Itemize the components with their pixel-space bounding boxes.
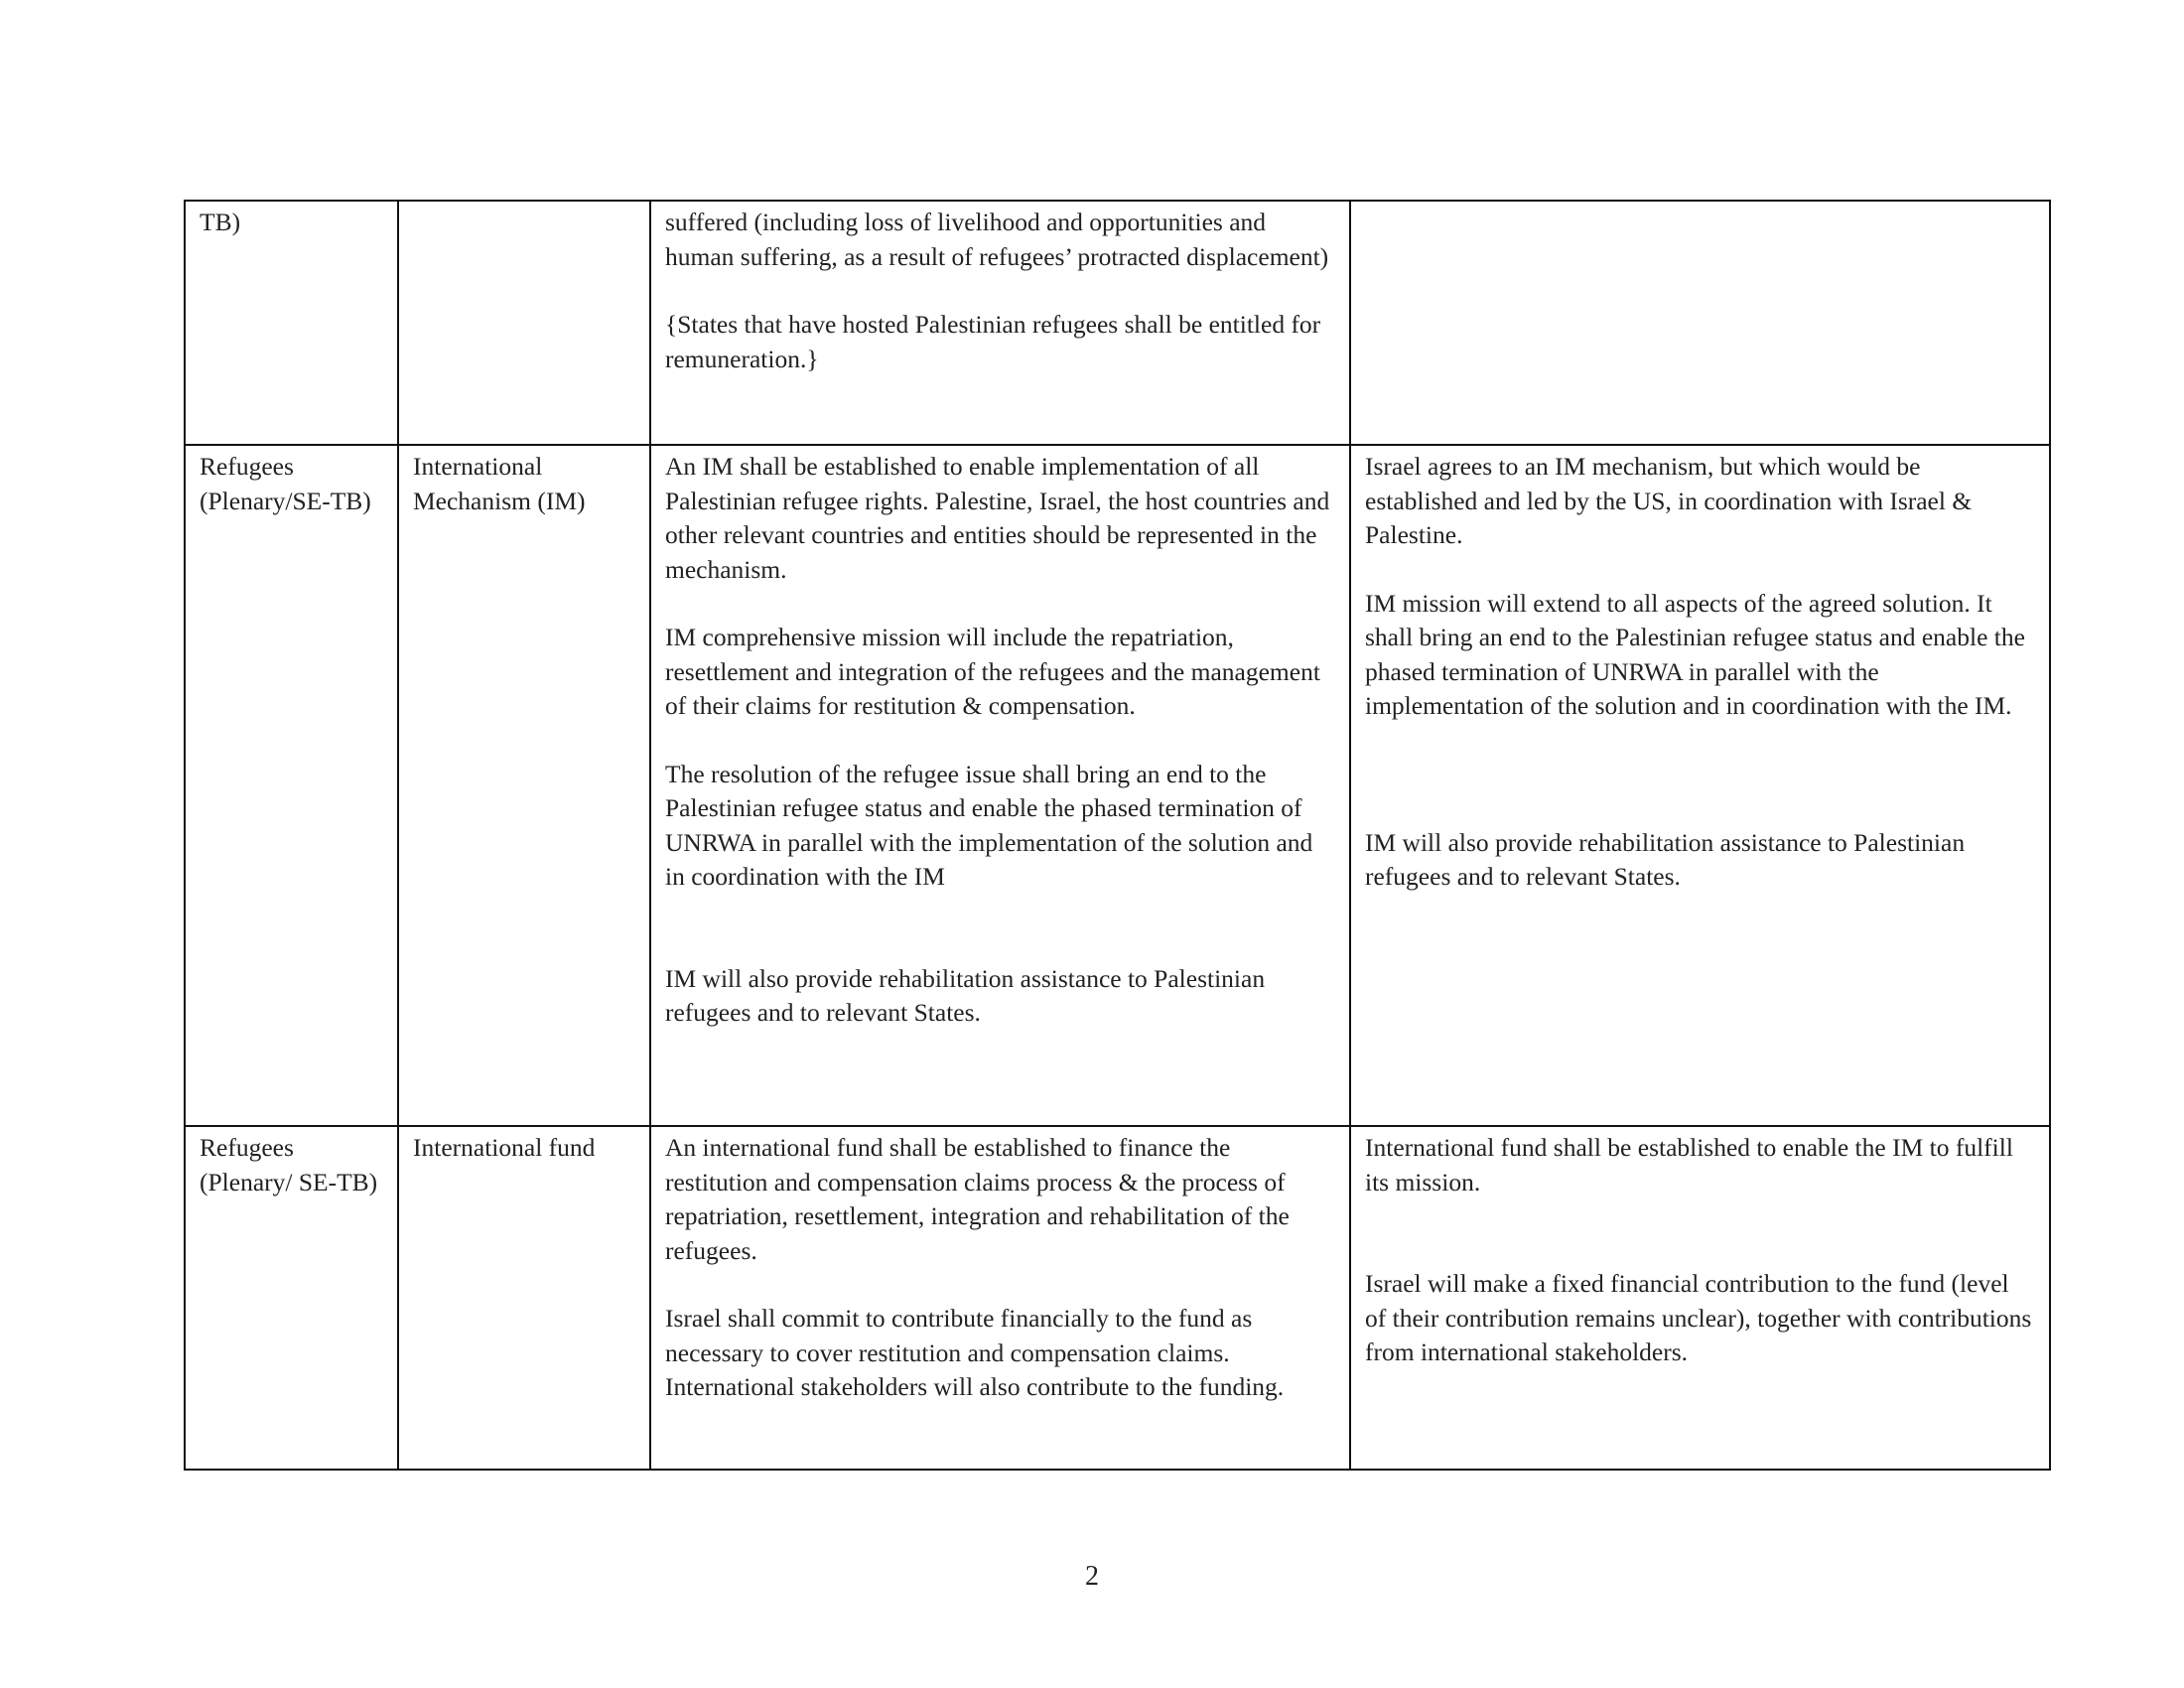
position-paragraph: suffered (including loss of livelihood and opportunities and human suffering, as a result of refugees’ protracted displacement) (665, 208, 1329, 271)
position-paragraph: The resolution of the refugee issue shall bring an end to the Palestinian refugee status and enable the phased termination of UNRWA in parallel with the implementation of the solution and in coordination with the IM (665, 759, 1313, 891)
topic-cell (398, 445, 650, 1126)
position-paragraph: Israel will make a fixed financial contribution to the fund (level of their contribution remains unclear), together with contributions from international stakeholders. (1365, 1269, 2032, 1366)
position-paragraph: An IM shall be established to enable implementation of all Palestinian refugee rights. Palestine, Israel, the host countries and other relevant countries and entities should be represented in the mechanism. (665, 452, 1330, 584)
israeli-position-cell (1350, 201, 2050, 445)
issue-text: Refugees (Plenary/ SE-TB) (200, 1133, 378, 1196)
position-paragraph: International fund shall be established to enable the IM to fulfill its mission. (1365, 1133, 2013, 1196)
topic-cell (398, 201, 650, 445)
issue-cell (185, 201, 398, 445)
israeli-position-cell (1350, 1126, 2050, 1470)
position-paragraph: IM mission will extend to all aspects of the agreed solution. It shall bring an end to the Palestinian refugee status and enable the phased termination of UNRWA in parallel with the implementation of the solution and in coordination with the IM. (1365, 588, 2025, 720)
palestinian-position-cell (650, 1126, 1350, 1470)
topic-text: International fund (413, 1133, 596, 1162)
negotiation-table (184, 200, 2051, 1471)
palestinian-position-cell (650, 445, 1350, 1126)
issue-cell (185, 445, 398, 1126)
topic-cell (398, 1126, 650, 1470)
position-paragraph: Israel shall commit to contribute financially to the fund as necessary to cover restitution and compensation claims. International stakeholders will also contribute to the funding. (665, 1304, 1285, 1401)
position-paragraph: {States that have hosted Palestinian refugees shall be entitled for remuneration.} (665, 310, 1321, 373)
position-paragraph: IM will also provide rehabilitation assistance to Palestinian refugees and to relevant States. (1365, 827, 1966, 891)
palestinian-position-cell (650, 201, 1350, 445)
position-paragraph: An international fund shall be established to finance the restitution and compensation claims process & the process of repatriation, resettlement, integration and rehabilitation of the refugees. (665, 1133, 1290, 1265)
position-paragraph: IM will also provide rehabilitation assistance to Palestinian refugees and to relevant States. (665, 963, 1266, 1027)
issue-text: TB) (200, 208, 241, 236)
table-row (185, 445, 2050, 1126)
position-paragraph: IM comprehensive mission will include the repatriation, resettlement and integration of the refugees and the management of their claims for restitution & compensation. (665, 623, 1320, 720)
topic-text: International Mechanism (IM) (413, 452, 586, 515)
issue-text: Refugees (Plenary/SE-TB) (200, 452, 371, 515)
israeli-position-cell (1350, 445, 2050, 1126)
table-row (185, 1126, 2050, 1470)
position-paragraph: Israel agrees to an IM mechanism, but which would be established and led by the US, in coordination with Israel & Palestine. (1365, 452, 1973, 549)
issue-cell (185, 1126, 398, 1470)
page-number: 2 (1085, 1561, 1099, 1592)
table-row (185, 201, 2050, 445)
